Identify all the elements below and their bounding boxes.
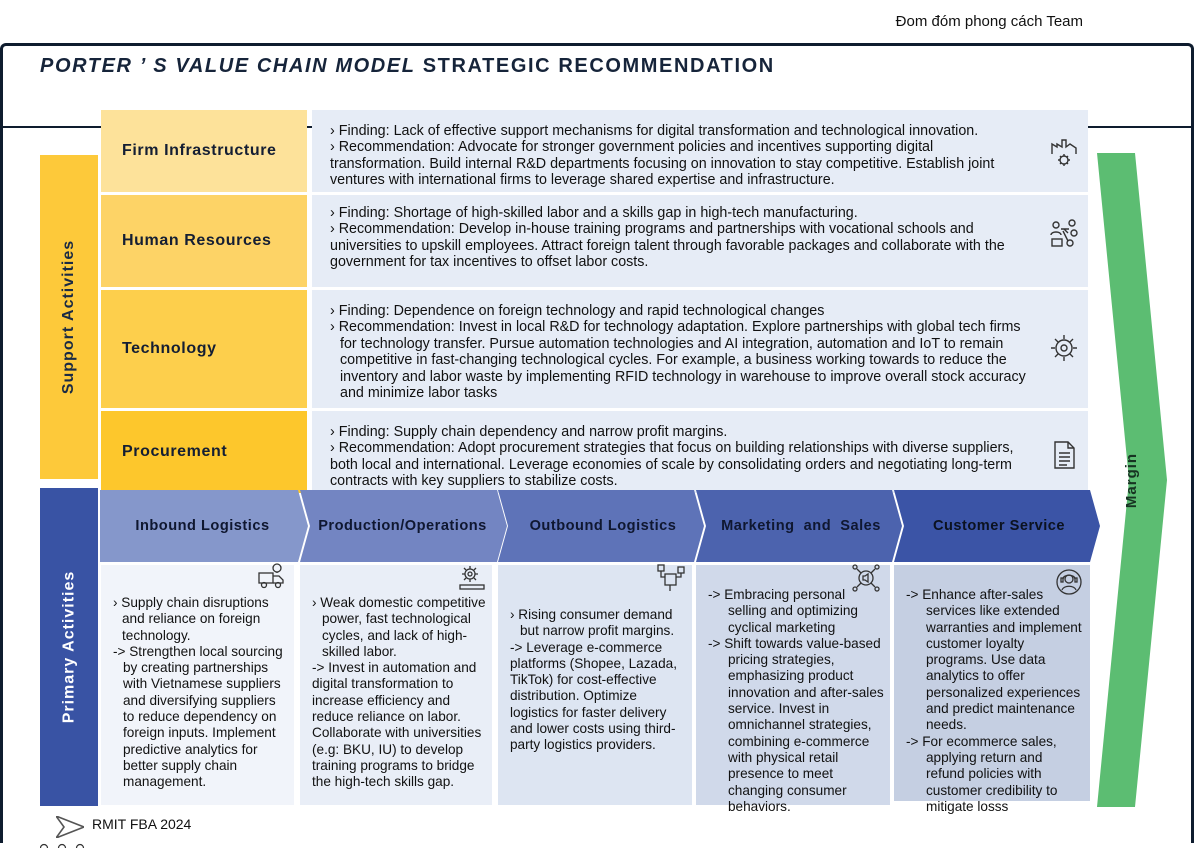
page-title: PORTER ’ S VALUE CHAIN MODEL STRATEGIC RECOMMENDATION: [40, 55, 775, 77]
team-name: Đom đóm phong cách Team: [895, 13, 1083, 30]
conveyor-gear-icon: [457, 563, 487, 593]
document-icon: [1048, 439, 1080, 471]
page-dots: [40, 840, 100, 848]
support-label-human-resources: Human Resources: [101, 195, 307, 287]
primary-box-customer-service: -> Enhance after-sales services like extended warranties and implement customer loyalty programs. Use data analytics to offer personalized experiences and predict maintenance needs. -> For ecommerce sales, applying return and refund policies with customer credibility to mitigate losss: [894, 565, 1090, 801]
primary-box-production-operations: › Weak domestic competitive power, fast technological cycles, and lack of high-skilled labor. -> Invest in automation and digital transformation to increase efficiency and reduce reliance on labor. Collaborate with universities (e.g: BKU, IU) to develop training programs to bridge the high-tech skills gap.: [300, 565, 492, 805]
primary-activities-bar: [40, 488, 98, 806]
primary-activities-label: Primary Activities: [60, 570, 77, 724]
support-activities-bar: [40, 155, 98, 479]
primary-label-customer-service: Customer Service: [932, 518, 1066, 534]
support-label-procurement: Procurement: [101, 411, 307, 493]
primary-box-marketing-sales: -> Embracing personal selling and optimizing cyclical marketing -> Shift towards value-based pricing strategies, emphasizing product innovation and after-sales service. Invest in omnichannel strategies, combining e-commerce with physical retail presence to meet changing consumer behaviors.: [696, 565, 890, 805]
support-label-technology: Technology: [101, 290, 307, 408]
support-box-procurement: › Finding: Supply chain dependency and narrow profit margins. › Recommendation: Adopt procurement strategies that focus on building relationships with diverse suppliers, both local and international. Leverage economies of scale by consolidating orders and negotiating long-term contracts with key suppliers to stabilize costs.: [312, 411, 1088, 493]
primary-label-marketing-sales: Marketing and Sales: [721, 518, 881, 534]
margin-label-wrap: [1097, 153, 1167, 807]
rmit-logo-icon: [56, 816, 84, 838]
primary-label-production-operations: Production/Operations: [318, 518, 487, 534]
megaphone-network-icon: [851, 563, 881, 593]
support-box-human-resources: › Finding: Shortage of high-skilled labor and a skills gap in high-tech manufacturing. › Recommendation: Develop in-house training programs and partnerships with vocational schools and universities to upskill employees. Attract foreign talent through favorable packages and collaborate with the government for tax incentives to offset labor costs.: [312, 195, 1088, 287]
primary-box-outbound-logistics: › Rising consumer demand but narrow profit margins. -> Leverage e-commerce platforms (Shopee, Lazada, TikTok) for cost-effective distribution. Optimize logistics for faster delivery and lower costs using third-party logistics providers.: [498, 565, 692, 805]
factory-gear-icon: [1048, 134, 1080, 166]
margin-label: Margin: [1123, 452, 1141, 508]
customer-support-icon: [1054, 567, 1084, 597]
primary-label-outbound-logistics: Outbound Logistics: [529, 518, 677, 534]
package-distribution-icon: [656, 563, 686, 593]
support-box-technology: › Finding: Dependence on foreign technology and rapid technological changes › Recommendation: Invest in local R&D for technology adaptation. Explore partnerships with global tech firms for technology transfer. Pursue automation technologies and AI integration, automation and IoT to remain competitive in fast-changing technological cycles. For example, a business working towards to reduce the inventory and labor waste by implementing RFID technology in warehouse to improve overall stock accuracy and minimize labor tasks: [312, 290, 1088, 408]
primary-label-inbound-logistics: Inbound Logistics: [135, 518, 270, 534]
team-network-icon: [1048, 217, 1080, 249]
delivery-truck-icon: [257, 561, 287, 591]
support-activities-label: Support Activities: [60, 239, 77, 395]
footer-text: RMIT FBA 2024: [92, 816, 192, 832]
support-box-firm-infrastructure: › Finding: Lack of effective support mechanisms for digital transformation and technological innovation. › Recommendation: Advocate for stronger government policies and incentives supporting digital transformation. Build internal R&D departments focusing on innovation to stay competitive. Establish joint ventures with international firms to leverage shared expertise and infrastructure.: [312, 110, 1088, 192]
ai-gear-icon: [1048, 332, 1080, 364]
support-label-firm-infrastructure: Firm Infrastructure: [101, 110, 307, 192]
primary-box-inbound-logistics: › Supply chain disruptions and reliance on foreign technology. -> Strengthen local sourcing by creating partnerships with Vietnamese suppliers and diversifying suppliers to reduce dependency on foreign inputs. Implement predictive analytics for better supply chain management.: [101, 565, 294, 805]
